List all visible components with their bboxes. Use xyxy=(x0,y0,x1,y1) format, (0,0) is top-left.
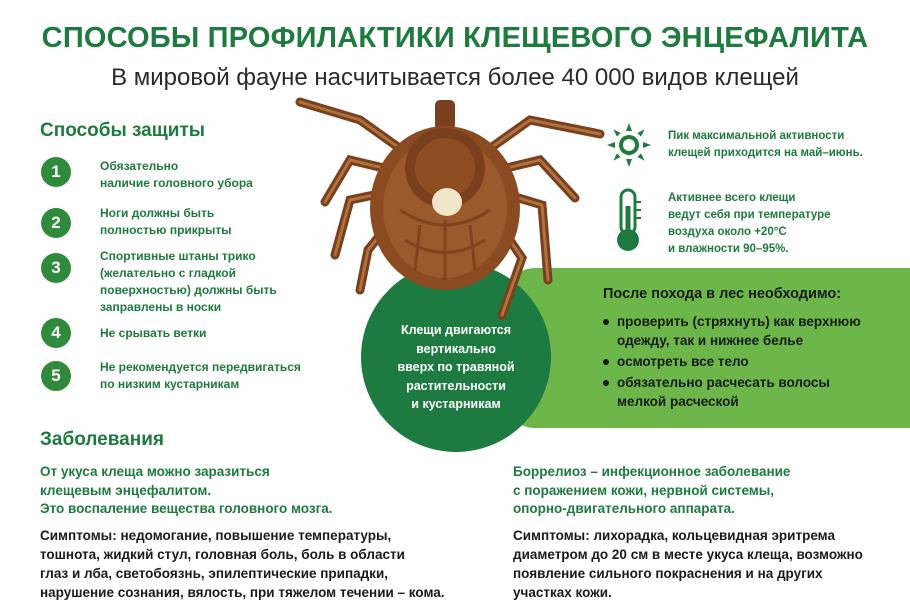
after-walk-item: проверить (стряхнуть) как верхнюю одежду, так и нижнее белье xyxy=(600,312,861,350)
after-walk-item: обязательно расчесать волосы мелкой расческой xyxy=(600,373,861,411)
diseases-section-title: Заболевания xyxy=(40,429,164,450)
tick-movement-text: Клещи двигаются вертикально вверх по травяной растительности и кустарникам xyxy=(397,323,515,411)
step-text-4: Не срывать ветки xyxy=(100,326,207,340)
step-text-2: Ноги должны быть полностью прикрыты xyxy=(100,206,232,237)
step-number-1: 1 xyxy=(41,157,71,187)
page-subtitle: В мировой фауне насчитывается более 40 000 видов клещей xyxy=(111,64,799,91)
protection-section-title: Способы защиты xyxy=(40,120,205,141)
tick-illustration xyxy=(240,90,660,360)
activity-fact: Пик максимальной активности клещей приходится на май–июнь. xyxy=(668,130,863,159)
after-walk-title: После похода в лес необходимо: xyxy=(603,286,842,302)
temperature-fact: Активнее всего клещи ведут себя при температуре воздуха около +20°С и влажности 90–95%. xyxy=(668,192,831,255)
step-text-1: Обязательно наличие головного убора xyxy=(100,159,253,190)
step-text-3: Спортивные штаны трико (желательно с гладкой поверхностью) должны быть заправлены в носки xyxy=(100,249,277,314)
step-text-5: Не рекомендуется передвигаться по низким кустарникам xyxy=(100,360,301,391)
step-number-2: 2 xyxy=(41,208,71,238)
borreliosis-symptoms: Симптомы: лихорадка, кольцевидная эритрема диаметром до 20 см в месте укуса клеща, возможно появление сильного покраснения и на других участках кожи. xyxy=(513,528,863,600)
after-walk-item: осмотреть все тело xyxy=(600,352,861,371)
step-number-4: 4 xyxy=(41,318,71,348)
borreliosis-lead: Боррелиоз – инфекционное заболевание с поражением кожи, нервной системы, опорно-двигательного аппарата. xyxy=(513,464,791,516)
step-number-3: 3 xyxy=(41,253,71,283)
encephalitis-symptoms: Симптомы: недомогание, повышение температуры, тошнота, жидкий стул, головная боль, боль в области глаз и лба, светобоязнь, эпилептические припадки, нарушение сознания, вялость, при тяжелом течении – кома. xyxy=(40,528,445,600)
encephalitis-lead: От укуса клеща можно заразиться клещевым энцефалитом. Это воспаление вещества головного мозга. xyxy=(40,464,333,516)
page-title: СПОСОБЫ ПРОФИЛАКТИКИ КЛЕЩЕВОГО ЭНЦЕФАЛИТА xyxy=(41,22,869,54)
step-number-5: 5 xyxy=(41,361,71,391)
